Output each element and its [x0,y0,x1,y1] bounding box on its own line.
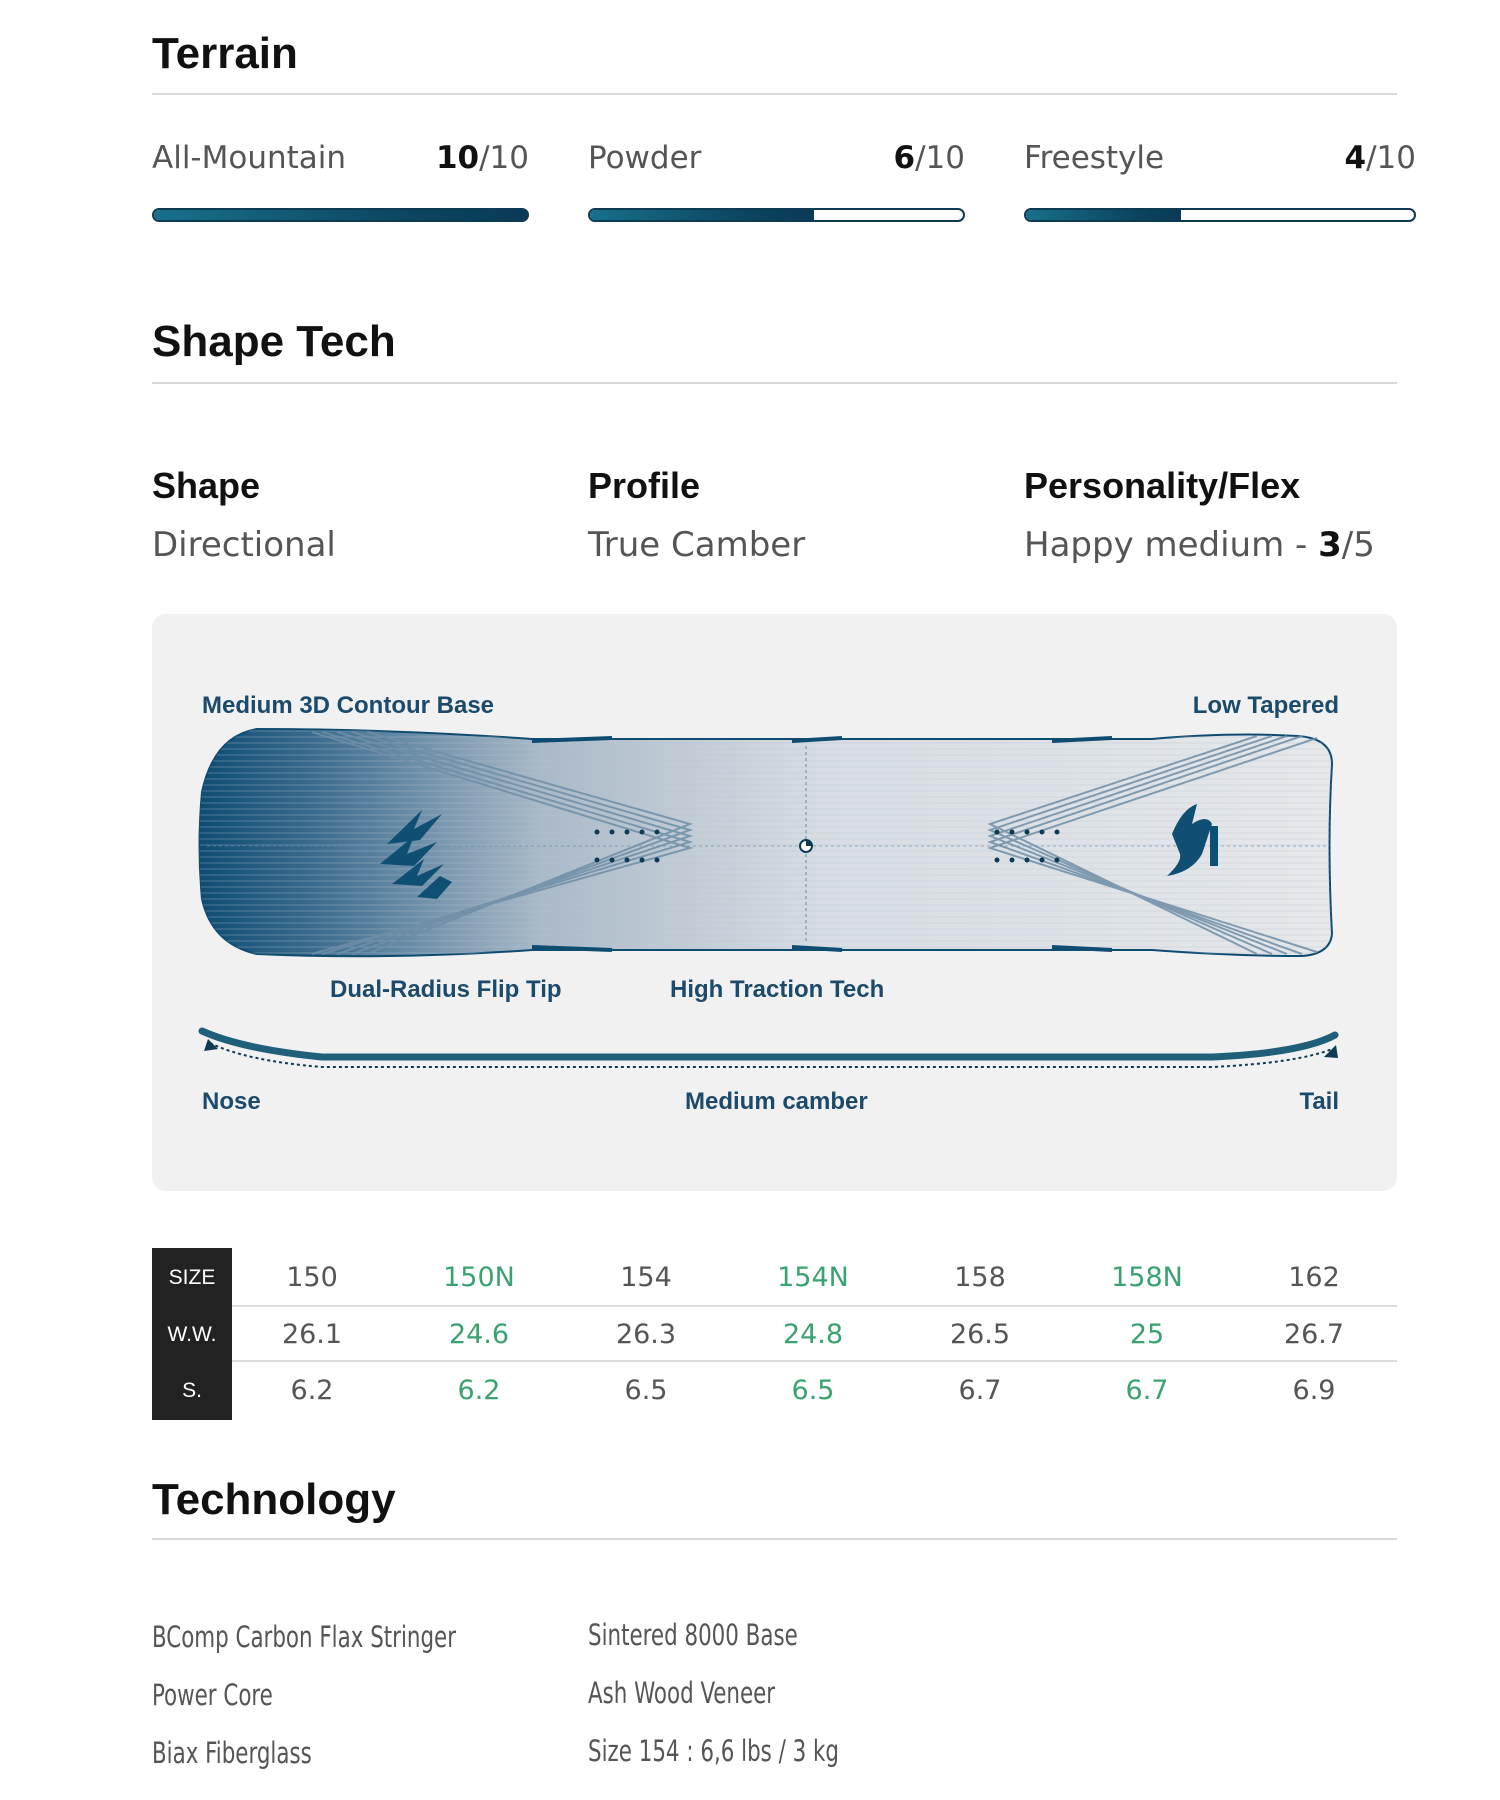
size-cell-ww: 25 [1129,1319,1165,1350]
size-cell-s: 6.9 [1292,1375,1336,1406]
size-row-headers [152,1248,232,1420]
row-header-stance: S. [182,1379,202,1402]
spec-heading: Shape [152,465,261,506]
diagram-label-low-tapered: Low Tapered [1192,692,1339,719]
technology-list-left [152,1620,523,1794]
diagram-label-nose: Nose [202,1088,261,1115]
size-cell-ww: 26.3 [615,1319,677,1350]
size-cell-size: 158 [954,1262,1006,1293]
technology-list-right [588,1618,894,1792]
diagram-label-flip-tip: Dual-Radius Flip Tip [330,976,562,1003]
spec-shape [152,465,336,565]
size-chart-table [152,1248,1397,1420]
spec-profile [588,465,805,565]
terrain-rating-bar [588,208,965,222]
camber-profile-illustration [152,1009,1397,1089]
technology-item: Size 154 : 6,6 lbs / 3 kg [588,1734,839,1768]
technology-divider [152,1538,1397,1540]
size-cell-ww: 26.1 [281,1319,343,1350]
terrain-rating-fill [590,210,814,220]
size-cell-size: 150 [286,1262,338,1293]
size-cell-ww: 26.5 [949,1319,1011,1350]
terrain-title: Terrain [152,29,298,78]
size-cell-s: 6.5 [624,1375,668,1406]
size-cell-s: 6.2 [290,1375,334,1406]
size-cell-ww: 26.7 [1283,1319,1345,1350]
size-cell-ww: 24.8 [782,1319,844,1350]
size-cell-size: 154 [620,1262,672,1293]
spec-value: Directional [152,525,336,565]
shape-tech-title: Shape Tech [152,317,396,366]
size-cell-size: 154N [777,1262,849,1293]
terrain-score: 6/10 [893,140,965,176]
technology-title: Technology [152,1475,396,1524]
size-cell-s: 6.7 [958,1375,1002,1406]
board-shape-diagram [152,614,1397,1191]
size-cell-size: 162 [1288,1262,1340,1293]
row-divider [232,1360,1397,1362]
terrain-label: Powder [588,140,702,176]
spec-heading: Personality/Flex [1024,465,1301,506]
terrain-rating-bar [152,208,529,222]
technology-item: Ash Wood Veneer [588,1676,776,1710]
row-header-size: SIZE [168,1266,216,1289]
terrain-rating-fill [154,210,527,220]
size-cell-s: 6.2 [457,1375,501,1406]
terrain-divider [152,93,1397,95]
row-divider [232,1305,1397,1307]
row-header-waist-width: W.W. [167,1323,217,1346]
terrain-ratings [152,140,1416,230]
diagram-label-medium-camber: Medium camber [685,1088,868,1115]
technology-item: Power Core [152,1678,273,1712]
size-cell-size: 158N [1111,1262,1183,1293]
terrain-score: 10/10 [435,140,529,176]
spec-value: True Camber [588,525,806,565]
technology-item: Sintered 8000 Base [588,1618,798,1652]
spec-personality-flex [1024,465,1375,565]
technology-item: Biax Fiberglass [152,1736,312,1770]
terrain-label: All-Mountain [152,140,347,176]
diagram-label-tail: Tail [1299,1088,1339,1115]
terrain-score: 4/10 [1344,140,1416,176]
size-cell-s: 6.5 [791,1375,835,1406]
terrain-rating-bar [1024,208,1416,222]
diagram-label-contour-base: Medium 3D Contour Base [202,692,495,719]
size-cell-ww: 24.6 [448,1319,510,1350]
size-cell-size: 150N [443,1262,515,1293]
spec-heading: Profile [588,465,701,506]
shape-tech-divider [152,382,1397,384]
terrain-rating-fill [1026,210,1181,220]
diagram-label-high-traction: High Traction Tech [670,976,885,1003]
technology-item: BComp Carbon Flax Stringer [152,1620,457,1654]
terrain-label: Freestyle [1024,140,1165,176]
size-cell-s: 6.7 [1125,1375,1169,1406]
spec-value: Happy medium - 3/5 [1024,525,1375,565]
